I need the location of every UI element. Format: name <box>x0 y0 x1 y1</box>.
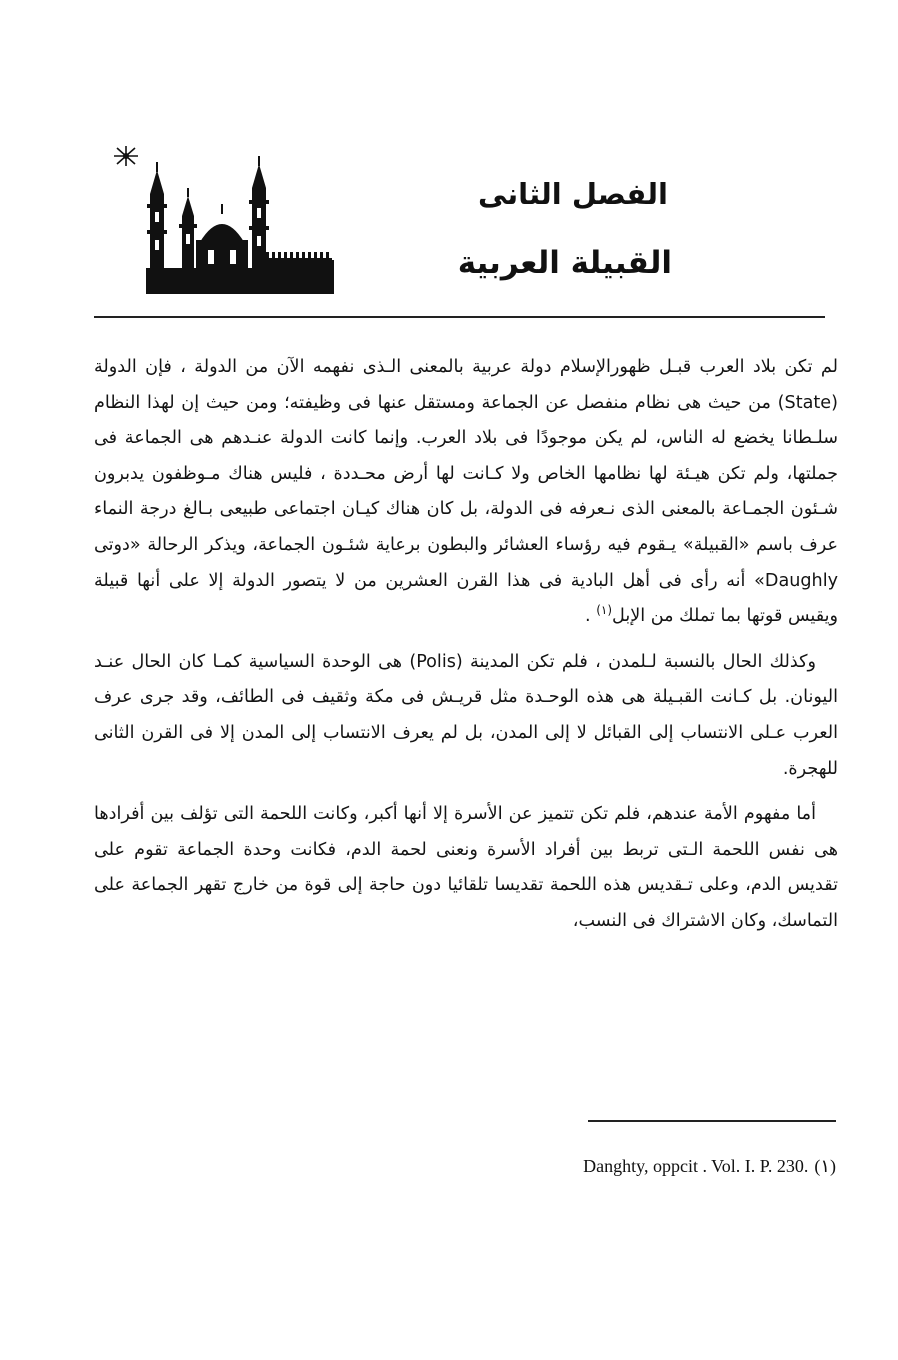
footnote <box>583 1156 836 1177</box>
chapter-title-heading: القبيلة العربية <box>457 245 672 281</box>
footnote-number: (١) <box>814 1156 836 1176</box>
footnote-text: Danghty, oppcit . Vol. I. P. 230. <box>583 1156 809 1176</box>
mosque-silhouette-icon <box>104 140 340 300</box>
chapter-number-heading: الفصل الثانى <box>477 177 668 211</box>
paragraph-3: أما مفهوم الأمة عندهم، فلم تكن تتميز عن الأسرة إلا أنها أكبر، وكانت اللحمة التى تؤلف بين أفرادها هى نفس اللحمة الـتى تربط بين أفراد الأسرة ونعنى لحمة الدم، فكانت وحدة الجماعة تقوم على تقديس الدم، وعلى تـقديس هذه اللحمة تقديسا تلقائيا دون حاجة إلى قوة من خارج تقهر الجماعة على التماسك، وكان الاشتراك فى النسب، <box>94 804 838 931</box>
paragraph-1 <box>94 350 838 635</box>
body-text <box>94 350 838 940</box>
paragraph-2: وكذلك الحال بالنسبة لـلمدن ، فلم تكن المدينة (Polis) هى الوحدة السياسية كمـا كان الحال عنـد اليونان. بل كـانت القبـيلة هى هذه الوحـدة مثل قريـش فى مكة وثقيف فى الطائف، وقد جرى عرف العرب عـلى الانتساب إلى القبائل لا إلى المدن، بل لم يعرف الانتساب إلى المدن إلا فى القرن الثانى للهجرة. <box>94 651 838 779</box>
footnote-divider <box>588 1120 836 1122</box>
footnote-reference-mark: (١) <box>596 603 613 618</box>
paragraph-1-tail: . <box>585 606 597 627</box>
paragraph-1-text: لم تكن بلاد العرب قبـل ظهورالإسلام دولة عربية بالمعنى الـذى نفهمه الآن من الدولة ، فإن الدولة (State) من حيث هى نظام منفصل عن الجماعة ومستقل عنها فى وظيفته؛ ومن حيث إن لهذا النظام سلـطانا يخضع له الناس، لم يكن موجودًا فى بلاد العرب. وإنما كانت الدولة عنـدهم هى الجماعة فى جملتها، ولم تكن هيـئة لها نظامها الخاص ولا كـانت لها أرض محـددة ، فليس هناك مـوظفون يدبرون شـئون الجمـاعة بالمعنى الذى نـعرفه فى الدولة، بل كان هناك كيـان اجتماعى طبيعى بـالغ درجة النماء عرف باسم «القبيلة» يـقوم فيه رؤساء العشائر والبطون برعاية شئـون الجماعة، ويذكر الرحالة «دوتى Daughly» أنه رأى فى أهل البادية فى هذا القرن العشرين من لا يتصور الدولة إلا على أنها قبيلة ويقيس قوتها بما تملك من الإبل <box>94 357 838 627</box>
header-divider <box>94 316 825 318</box>
